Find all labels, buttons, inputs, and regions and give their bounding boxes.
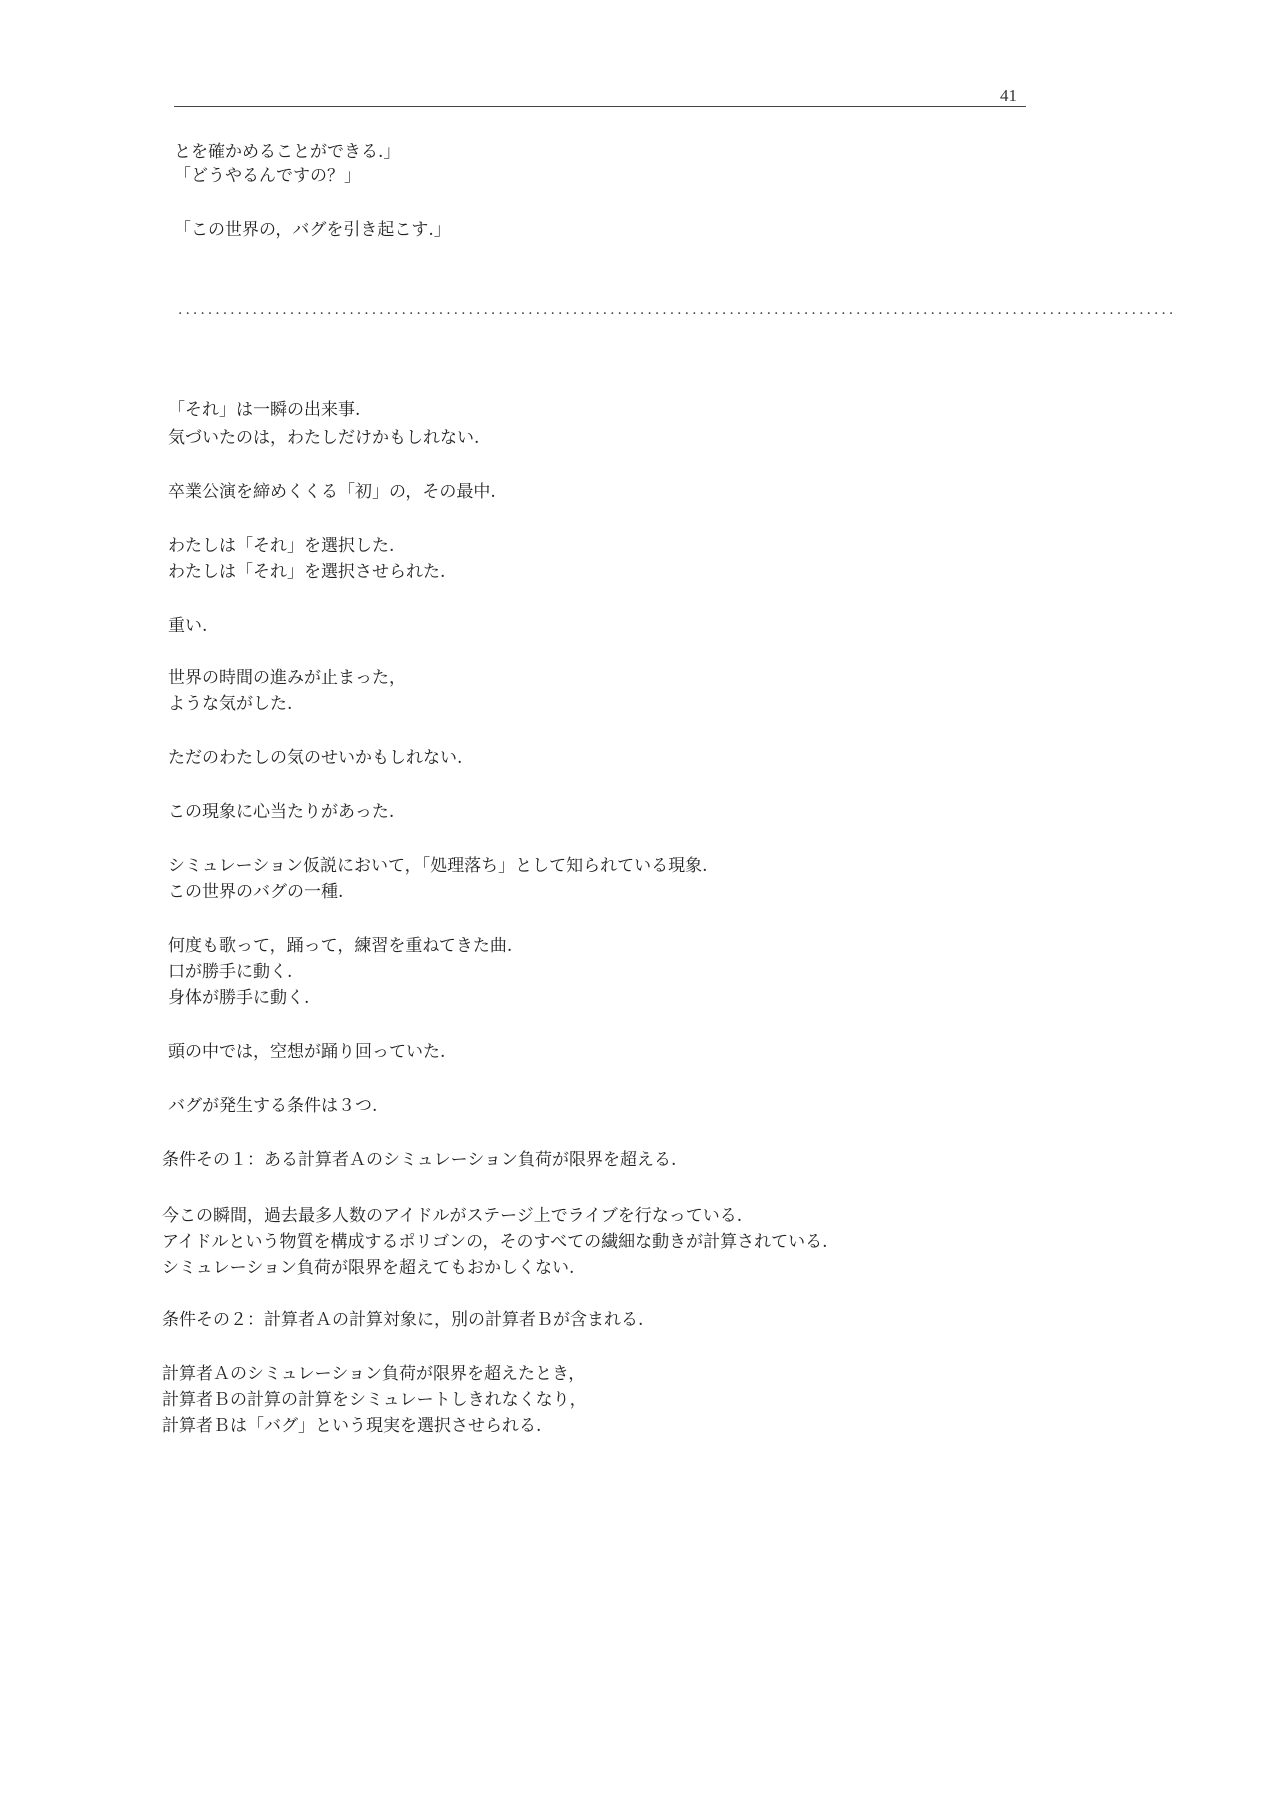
text-line: この世界のバグの一種. — [168, 882, 344, 902]
text-line: ただのわたしの気のせいかもしれない. — [168, 748, 463, 768]
text-line: 口が勝手に動く. — [168, 962, 293, 982]
section-divider: ······································································································································ — [178, 306, 1177, 322]
text-line: 身体が勝手に動く. — [168, 988, 310, 1008]
text-line: 条件その２：計算者Ａの計算対象に，別の計算者Ｂが含まれる. — [162, 1310, 644, 1330]
text-line: 気づいたのは，わたしだけかもしれない. — [168, 428, 480, 448]
text-line: 「それ」は一瞬の出来事. — [168, 400, 361, 420]
text-line: 計算者Ｂの計算の計算をシミュレートしきれなくなり， — [162, 1390, 587, 1410]
text-line: 卒業公演を締めくくる「初」の，その最中. — [168, 482, 496, 502]
text-line: 何度も歌って，踊って，練習を重ねてきた曲. — [168, 936, 513, 956]
text-line: ような気がした. — [168, 694, 293, 714]
text-line: 条件その１：ある計算者Ａのシミュレーション負荷が限界を超える. — [162, 1150, 677, 1170]
page-number: 41 — [1000, 86, 1017, 105]
text-line: 頭の中では，空想が踊り回っていた. — [168, 1042, 446, 1062]
text-line: 「どうやるんですの？」 — [174, 166, 361, 186]
text-line: バグが発生する条件は３つ. — [168, 1096, 378, 1116]
text-line: わたしは「それ」を選択した. — [168, 536, 395, 556]
text-line: 重い. — [168, 616, 208, 636]
text-line: シミュレーション負荷が限界を超えてもおかしくない. — [162, 1258, 575, 1278]
text-line: シミュレーション仮説において，「処理落ち」として知られている現象. — [168, 856, 708, 876]
text-line: アイドルという物質を構成するポリゴンの，そのすべての繊細な動きが計算されている. — [162, 1232, 828, 1252]
text-line: 「この世界の，バグを引き起こす.」 — [174, 220, 451, 240]
text-line: 世界の時間の進みが止まった， — [168, 668, 406, 688]
text-line: わたしは「それ」を選択させられた. — [168, 562, 446, 582]
text-line: とを確かめることができる.」 — [174, 142, 401, 162]
header-rule — [174, 106, 1026, 107]
text-line: 計算者Ａのシミュレーション負荷が限界を超えたとき， — [162, 1364, 586, 1384]
text-line: この現象に心当たりがあった. — [168, 802, 395, 822]
text-line: 計算者Ｂは「バグ」という現実を選択させられる. — [162, 1416, 542, 1436]
text-line: 今この瞬間，過去最多人数のアイドルがステージ上でライブを行なっている. — [162, 1206, 743, 1226]
